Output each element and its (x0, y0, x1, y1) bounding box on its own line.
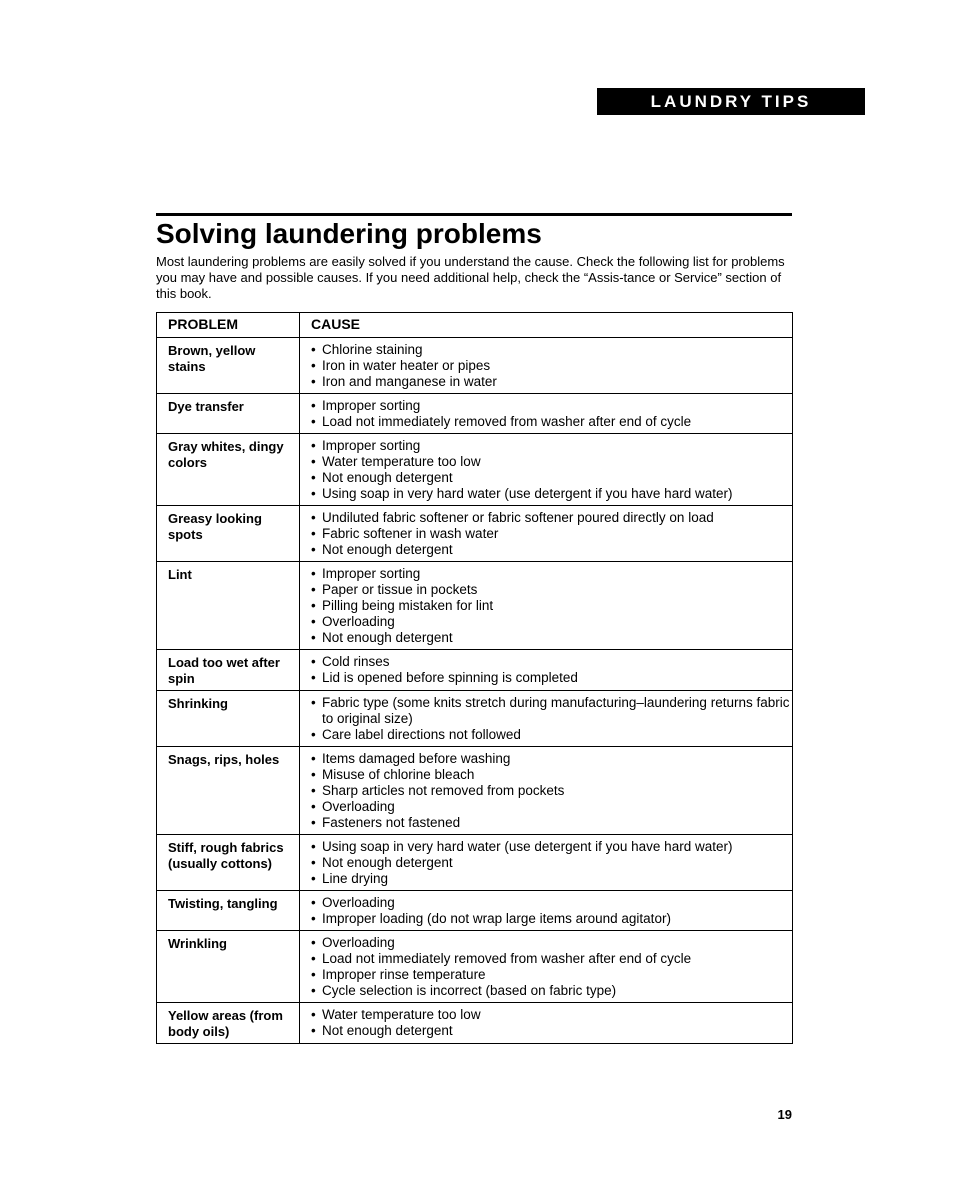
table-row (157, 650, 793, 691)
cause-item: • Improper sorting (311, 566, 790, 582)
problem-cell: Shrinking (157, 691, 300, 747)
cause-cell (300, 891, 793, 931)
cause-item: • Overloading (311, 895, 790, 911)
problem-cell: Stiff, rough fabrics (usually cottons) (157, 835, 300, 891)
cause-item: • Cold rinses (311, 654, 790, 670)
title-rule (156, 213, 792, 216)
cause-item: • Overloading (311, 799, 790, 815)
column-header-cause: CAUSE (300, 313, 793, 338)
cause-item: • Fabric softener in wash water (311, 526, 790, 542)
cause-list (311, 695, 790, 743)
cause-cell (300, 506, 793, 562)
table-row (157, 931, 793, 1003)
cause-item: • Not enough detergent (311, 630, 790, 646)
problem-cell: Twisting, tangling (157, 891, 300, 931)
cause-item: • Sharp articles not removed from pockets (311, 783, 790, 799)
table-row (157, 338, 793, 394)
cause-cell (300, 394, 793, 434)
cause-item: • Lid is opened before spinning is completed (311, 670, 790, 686)
cause-item: • Improper sorting (311, 398, 790, 414)
table-row (157, 747, 793, 835)
problem-cell: Gray whites, dingy colors (157, 434, 300, 506)
cause-cell (300, 562, 793, 650)
cause-list (311, 895, 790, 927)
table-row (157, 691, 793, 747)
cause-item: • Using soap in very hard water (use detergent if you have hard water) (311, 486, 790, 502)
cause-item: • Line drying (311, 871, 790, 887)
cause-list (311, 510, 790, 558)
problem-cell: Snags, rips, holes (157, 747, 300, 835)
cause-cell (300, 691, 793, 747)
cause-item: • Not enough detergent (311, 855, 790, 871)
cause-item: • Fasteners not fastened (311, 815, 790, 831)
cause-item: • Improper sorting (311, 438, 790, 454)
cause-list (311, 1007, 790, 1039)
cause-item: • Load not immediately removed from washer after end of cycle (311, 951, 790, 967)
cause-item: • Cycle selection is incorrect (based on fabric type) (311, 983, 790, 999)
table-row (157, 891, 793, 931)
cause-item: • Pilling being mistaken for lint (311, 598, 790, 614)
cause-list (311, 566, 790, 646)
cause-item: • Items damaged before washing (311, 751, 790, 767)
cause-item: • Paper or tissue in pockets (311, 582, 790, 598)
cause-item: • Water temperature too low (311, 1007, 790, 1023)
cause-item: • Care label directions not followed (311, 727, 790, 743)
table-row (157, 506, 793, 562)
cause-list (311, 751, 790, 831)
cause-list (311, 438, 790, 502)
cause-item: • Improper loading (do not wrap large items around agitator) (311, 911, 790, 927)
cause-cell (300, 650, 793, 691)
cause-item: • Not enough detergent (311, 470, 790, 486)
table-header-row (157, 313, 793, 338)
cause-item: • Load not immediately removed from washer after end of cycle (311, 414, 790, 430)
problems-table (156, 312, 793, 1044)
problem-cell: Lint (157, 562, 300, 650)
cause-item: • Using soap in very hard water (use detergent if you have hard water) (311, 839, 790, 855)
cause-item: • Overloading (311, 935, 790, 951)
cause-cell (300, 434, 793, 506)
cause-item: • Improper rinse temperature (311, 967, 790, 983)
cause-item: • Fabric type (some knits stretch during manufacturing–laundering returns fabric to original size) (311, 695, 790, 727)
table-header (157, 313, 793, 338)
problem-cell: Yellow areas (from body oils) (157, 1003, 300, 1044)
table-row (157, 394, 793, 434)
problem-cell: Dye transfer (157, 394, 300, 434)
cause-cell (300, 931, 793, 1003)
cause-item: • Not enough detergent (311, 542, 790, 558)
cause-cell (300, 835, 793, 891)
cause-item: • Chlorine staining (311, 342, 790, 358)
cause-item: • Water temperature too low (311, 454, 790, 470)
table-body (157, 338, 793, 1044)
cause-item: • Undiluted fabric softener or fabric softener poured directly on load (311, 510, 790, 526)
problem-cell: Greasy looking spots (157, 506, 300, 562)
cause-cell (300, 338, 793, 394)
problem-cell: Brown, yellow stains (157, 338, 300, 394)
problem-cell: Wrinkling (157, 931, 300, 1003)
cause-item: • Iron and manganese in water (311, 374, 790, 390)
cause-item: • Not enough detergent (311, 1023, 790, 1039)
section-banner: LAUNDRY TIPS (597, 88, 865, 115)
table-row (157, 562, 793, 650)
column-header-problem: PROBLEM (157, 313, 300, 338)
cause-list (311, 342, 790, 390)
table-row (157, 835, 793, 891)
cause-list (311, 398, 790, 430)
cause-list (311, 839, 790, 887)
table-row (157, 434, 793, 506)
cause-cell (300, 1003, 793, 1044)
cause-list (311, 935, 790, 999)
table-row (157, 1003, 793, 1044)
page-title: Solving laundering problems (156, 218, 542, 249)
cause-item: • Overloading (311, 614, 790, 630)
cause-item: • Iron in water heater or pipes (311, 358, 790, 374)
page-number: 19 (777, 1107, 792, 1122)
problem-cell: Load too wet after spin (157, 650, 300, 691)
intro-paragraph: Most laundering problems are easily solved if you understand the cause. Check the following list for problems you may have and possible causes. If you need additional help, check the “Assis-tance or Service” section of this book. (156, 254, 785, 301)
cause-list (311, 654, 790, 686)
cause-cell (300, 747, 793, 835)
cause-item: • Misuse of chlorine bleach (311, 767, 790, 783)
